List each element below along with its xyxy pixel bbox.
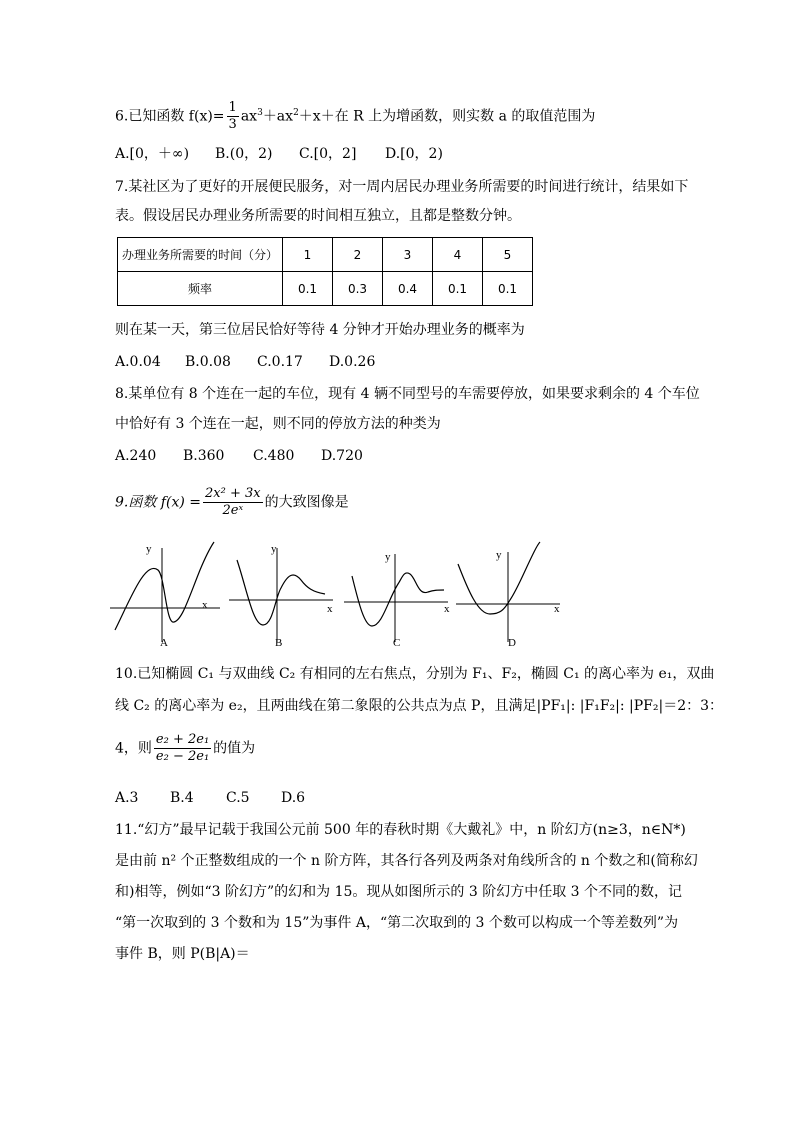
axis-label-x: x [202, 599, 208, 611]
q9-graph-b [225, 540, 340, 650]
q10-option-a: A.3 [115, 790, 139, 806]
q6-option-c: C.[0，2] [299, 146, 357, 162]
graph-label-d: D [508, 637, 516, 649]
q7-option-c: C.0.17 [257, 354, 303, 370]
q7-frequency-table [117, 237, 533, 306]
q11-line-2: 是由前 n² 个正整数组成的一个 n 阶方阵，其各行各列及两条对角线所含的 n 个数之和(简称幻 [115, 853, 698, 869]
axis-label-y: y [385, 551, 391, 563]
q10-frac-den: e₂ − 2e₁ [155, 749, 210, 764]
q6-option-d: D.[0，2) [385, 146, 443, 162]
q9-graph-d [452, 540, 567, 650]
table-row [118, 272, 533, 306]
axis-label-x: x [554, 603, 560, 615]
q9-suffix: 的大致图像是 [264, 494, 349, 511]
q9-fraction [203, 486, 263, 519]
table-cell: 5 [483, 238, 533, 272]
q9-frac-num: 2x² + 3x [205, 486, 261, 501]
q7-line-1: 7.某社区为了更好的开展便民服务，对一周内居民办理业务所需要的时间进行统计，结果如下 [115, 179, 689, 195]
q9-graph-a [110, 540, 225, 650]
q10-options [115, 788, 305, 808]
curve-a [115, 542, 214, 630]
table-cell: 4 [433, 238, 483, 272]
curve-c [352, 573, 444, 626]
q6-fraction [227, 100, 239, 133]
q6-term-b: ＋ax [262, 108, 294, 125]
graph-label-c: C [393, 637, 401, 649]
q7-options [115, 352, 375, 372]
q6-stem [115, 100, 595, 133]
q6-term-a: ax [240, 108, 258, 125]
q10-option-d: D.6 [281, 790, 306, 806]
q10-frac-num: e₂ + 2e₁ [155, 732, 210, 747]
table-cell: 0.4 [383, 272, 433, 306]
q6-frac-num: 1 [228, 100, 237, 115]
axis-label-y: y [271, 543, 277, 555]
table-cell: 0.1 [283, 272, 333, 306]
q8-line-2: 中恰好有 3 个连在一起，则不同的停放方法的种类为 [115, 416, 441, 432]
q10-fraction [154, 732, 211, 765]
axis-label-y: y [496, 549, 502, 561]
q9-stem [115, 486, 349, 519]
q10-prefix: 4，则 [115, 740, 152, 757]
axis-label-y: y [146, 543, 152, 555]
table-cell: 0.3 [333, 272, 383, 306]
q10-line-2: 线 C₂ 的离心率为 e₂，且两曲线在第二象限的公共点为点 P，且满足|PF₁|: |F₁F₂|: |PF₂|＝2：3： [115, 698, 724, 714]
q11-line-1: 11.“幻方”最早记载于我国公元前 500 年的春秋时期《大戴礼》中，n 阶幻方(n≥3，n∈N*) [115, 822, 686, 838]
q6-prefix: 6.已知函数 f(x)= [115, 108, 225, 125]
table-cell: 0.1 [433, 272, 483, 306]
q6-term-c: ＋x＋在 R 上为增函数，则实数 a 的取值范围为 [298, 108, 596, 125]
q6-exp-3: 3 [257, 107, 263, 118]
q7-line-2: 表。假设居民办理业务所需要的时间相互独立，且都是整数分钟。 [115, 208, 521, 224]
table-cell: 3 [383, 238, 433, 272]
q8-line-1: 8.某单位有 8 个连在一起的车位，现有 4 辆不同型号的车需要停放，如果要求剩余的 4 个车位 [115, 386, 700, 402]
table-cell: 2 [333, 238, 383, 272]
graph-label-b: B [275, 637, 283, 649]
q9-frac-den: 2eˣ [222, 503, 244, 518]
q9-graph-c [340, 540, 455, 650]
q7-option-d: D.0.26 [329, 354, 376, 370]
table-cell: 1 [283, 238, 333, 272]
q8-option-b: B.360 [183, 448, 225, 464]
q11-line-3: 和)相等，例如“3 阶幻方”的幻和为 15。现从如图所示的 3 阶幻方中任取 3 个不同的数，记 [115, 884, 683, 900]
table-header-frequency: 频率 [118, 272, 283, 306]
q9-prefix: 9.函数 f(x) = [115, 494, 201, 511]
q10-line-3 [115, 732, 255, 765]
q8-option-c: C.480 [253, 448, 295, 464]
q6-frac-den: 3 [228, 117, 237, 132]
table-header-time: 办理业务所需要的时间（分） [118, 238, 283, 272]
q6-option-a: A.[0，＋∞) [115, 146, 190, 162]
q10-option-b: B.4 [170, 790, 194, 806]
q10-option-c: C.5 [226, 790, 250, 806]
q8-option-a: A.240 [115, 448, 157, 464]
table-cell: 0.1 [483, 272, 533, 306]
q8-options [115, 446, 363, 466]
q10-suffix: 的值为 [213, 740, 256, 757]
q8-option-d: D.720 [321, 448, 363, 464]
q6-options [115, 144, 443, 164]
axis-label-x: x [444, 603, 450, 615]
curve-b [237, 560, 325, 625]
q7-option-a: A.0.04 [115, 354, 161, 370]
q11-line-4: “第一次取到的 3 个数和为 15”为事件 A，“第二次取到的 3 个数可以构成一个等差数列”为 [115, 915, 679, 931]
q6-option-b: B.(0，2) [215, 146, 273, 162]
graph-label-a: A [160, 637, 168, 649]
axis-label-x: x [327, 603, 333, 615]
q10-line-1: 10.已知椭圆 C₁ 与双曲线 C₂ 有相同的左右焦点，分别为 F₁、F₂，椭圆 C₁ 的离心率为 e₁，双曲 [115, 666, 715, 682]
table-row [118, 238, 533, 272]
q11-line-5: 事件 B，则 P(B|A)＝ [115, 946, 250, 962]
q7-line-3: 则在某一天，第三位居民恰好等待 4 分钟才开始办理业务的概率为 [115, 322, 525, 338]
q6-exp-2: 2 [293, 107, 299, 118]
q7-option-b: B.0.08 [185, 354, 231, 370]
